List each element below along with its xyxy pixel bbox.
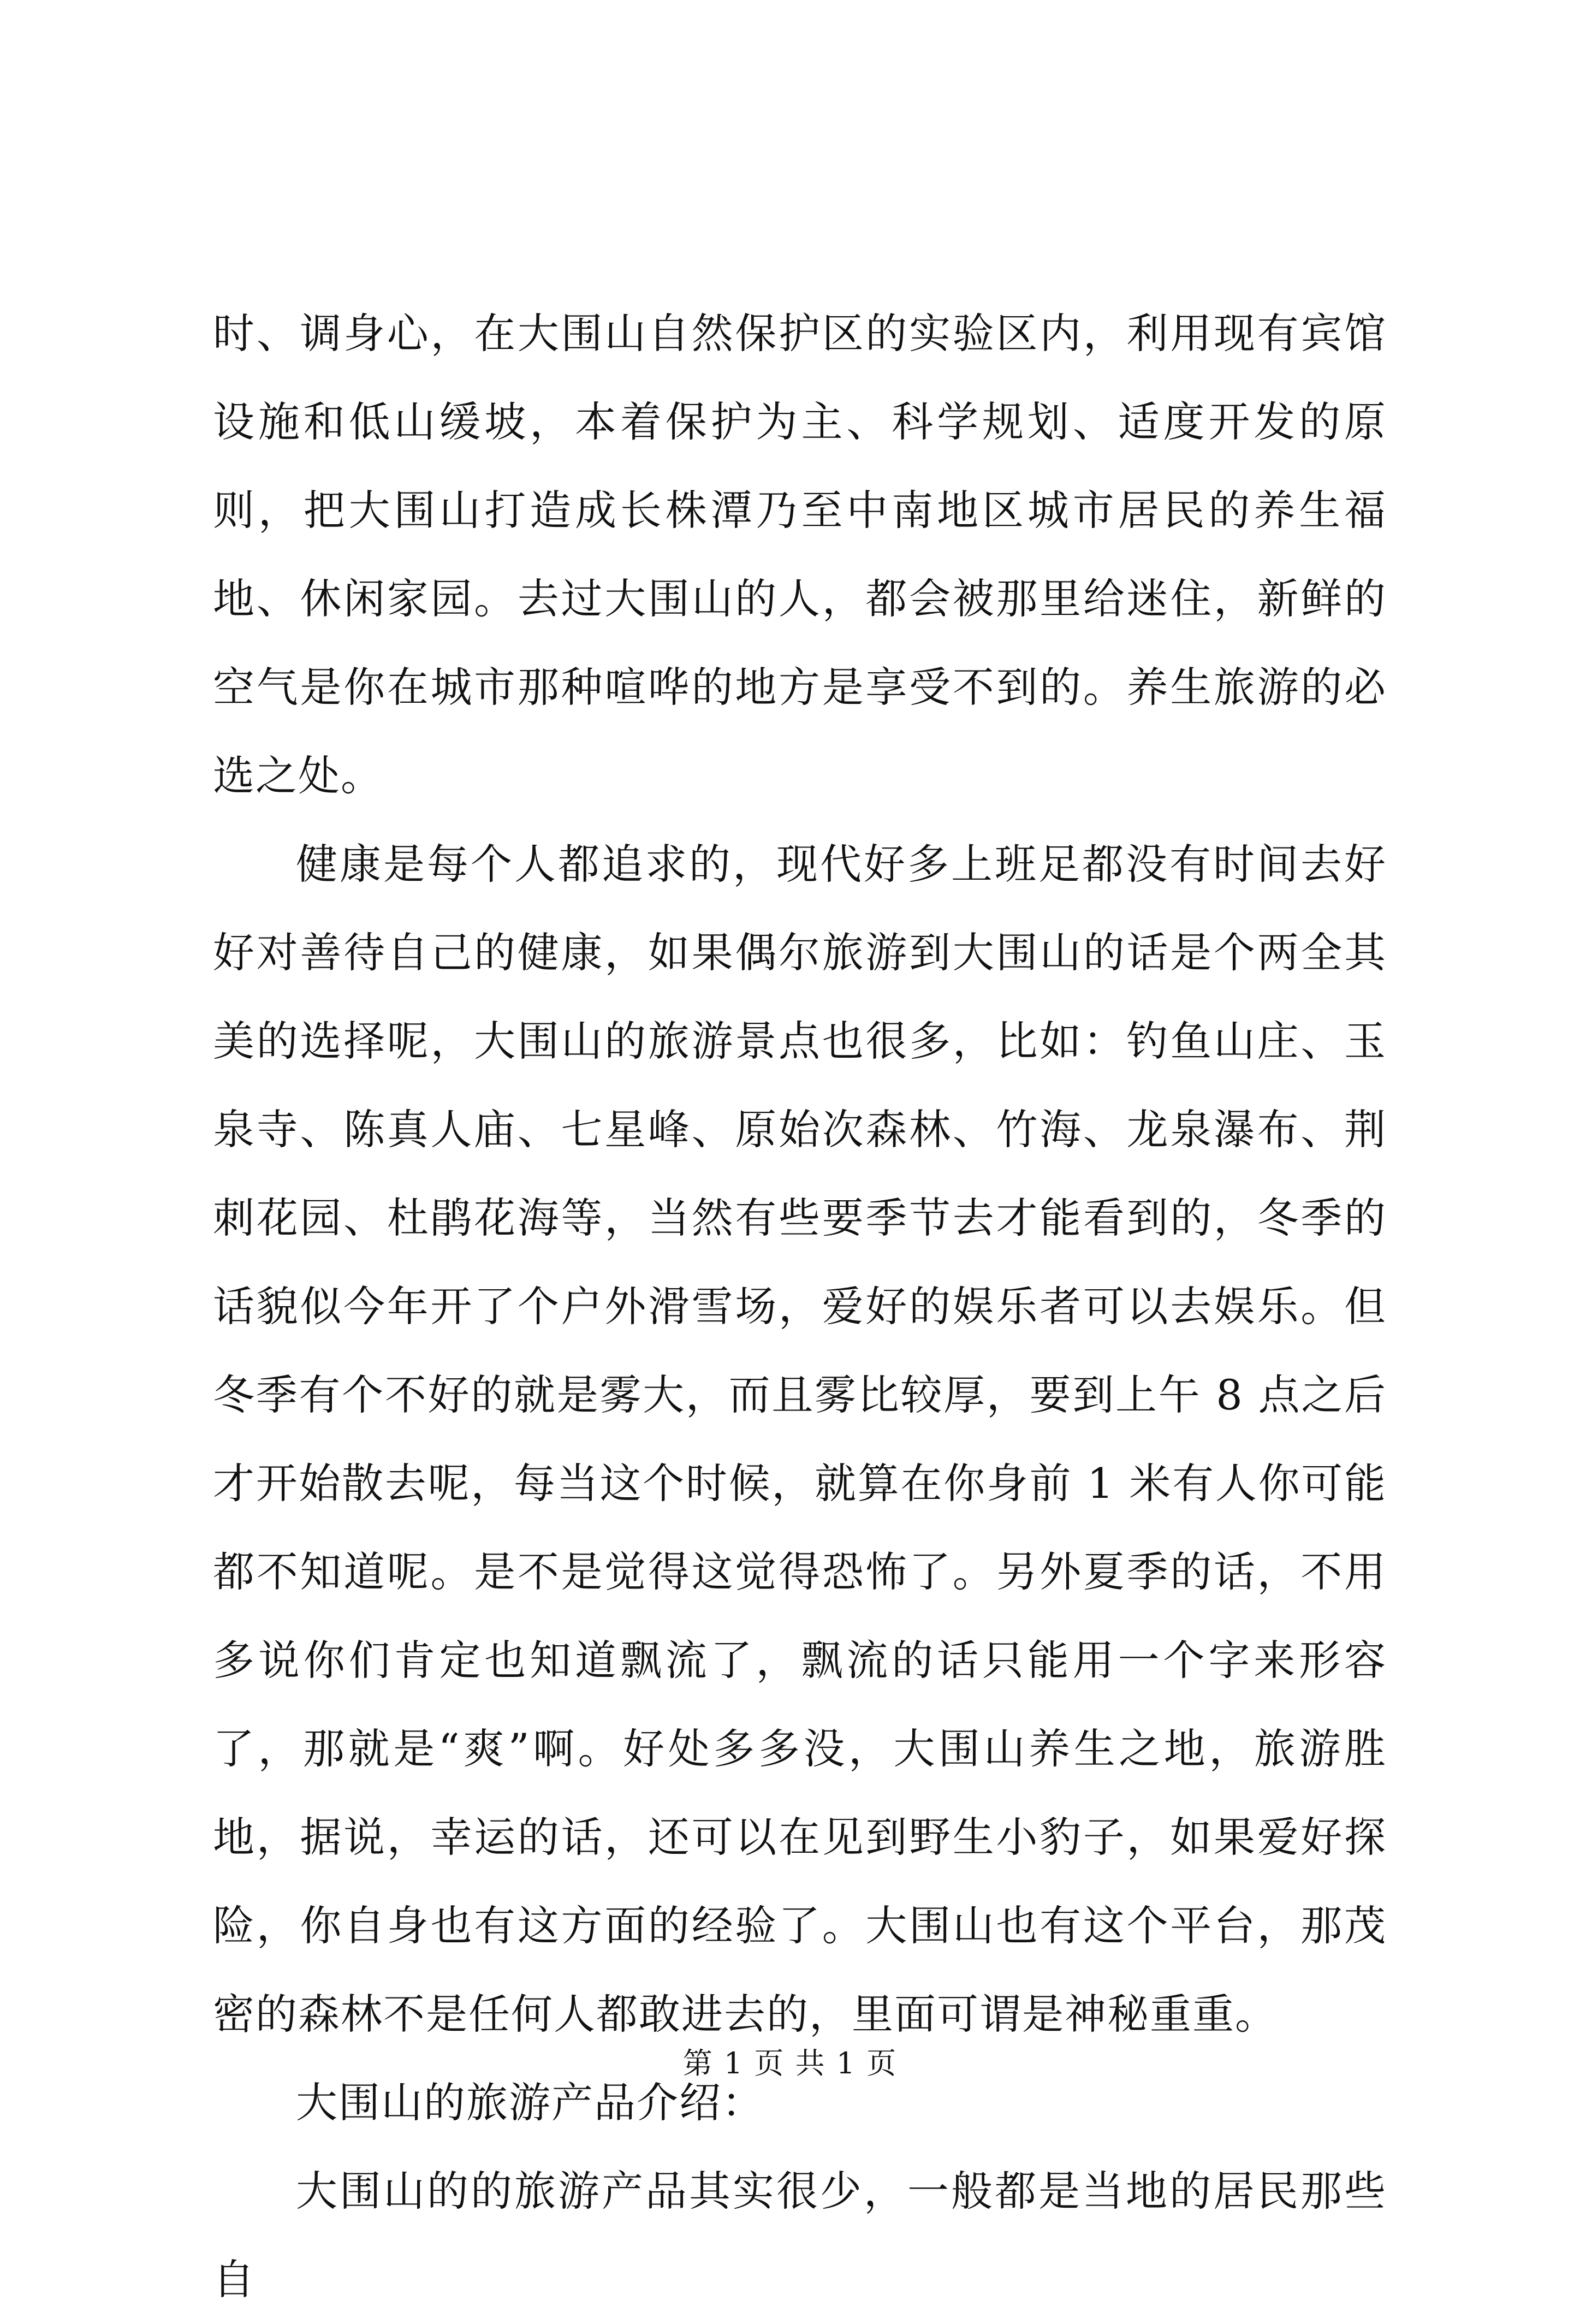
paragraph-3: 大围山的旅游产品介绍： [296,2078,764,2127]
paragraph-4: 大围山的的旅游产品其实很少，一般都是当地的居民那些自 [213,2167,1387,2304]
paragraph-2: 健康是每个人都追求的，现代好多上班足都没有时间去好好对善待自己的健康，如果偶尔旅游到大围山的话是个两全其美的选择呢，大围山的旅游景点也很多，比如：钓鱼山庄、玉泉寺、陈真人庙、七星峰、原始次森林、竹海、龙泉瀑布、荆刺花园、杜鹃花海等，当然有些要季节去才能看到的，冬季的话貌似今年开了个户外滑雪场，爱好的娱乐者可以去娱乐。但冬季有个不好的就是雾大，而且雾比较厚，要到上午 8 点之后才开始散去呢，每当这个时候，就算在你身前 1 米有人你可能都不知道呢。是不是觉得这觉得恐怖了。另外夏季的话，不用多说你们肯定也知道飘流了，飘流的话只能用一个字来形容了，那就是“爽”啊。好处多多没，大围山养生之地，旅游胜地，据说，幸运的话，还可以在见到野生小豹子，如果爱好探险，你自身也有这方面的经验了。大围山也有这个平台，那茂密的森林不是任何人都敢进去的，里面可谓是神秘重重。 [213,840,1387,2038]
document-body [213,289,1387,2324]
paragraph-1: 时、调身心，在大围山自然保护区的实验区内，利用现有宾馆设施和低山缓坡，本着保护为主、科学规划、适度开发的原则，把大围山打造成长株潭乃至中南地区城市居民的养生福地、休闲家园。去过大围山的人，都会被那里给迷住，新鲜的空气是你在城市那种喧哗的地方是享受不到的。养生旅游的必选之处。 [213,309,1387,800]
page-number-footer: 第 1 页 共 1 页 [682,2046,898,2080]
